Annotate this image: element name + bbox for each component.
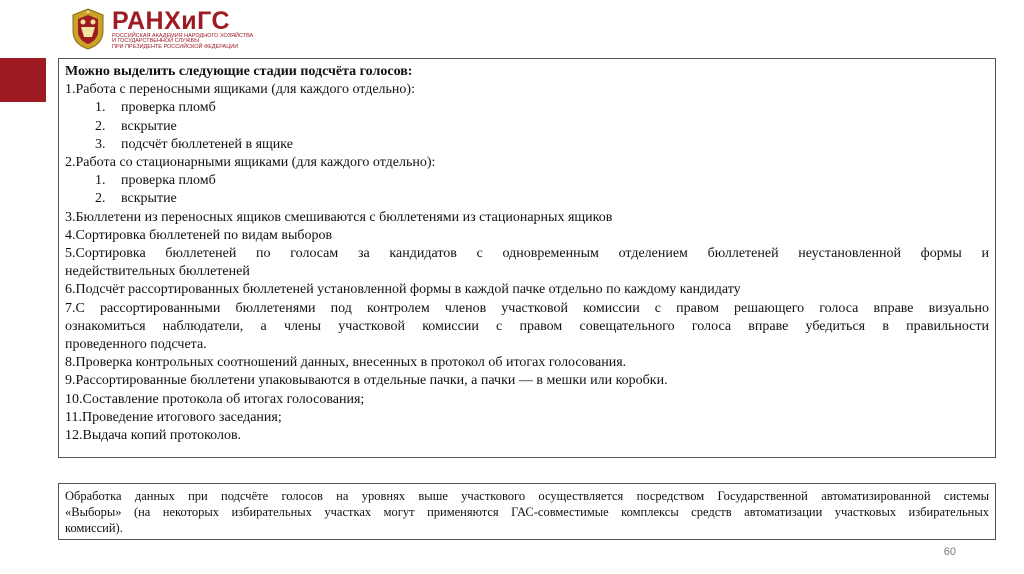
vote-counting-stages-box xyxy=(58,58,996,458)
list-number: 3. xyxy=(95,136,106,152)
stage-6: 6.Подсчёт рассортированных бюллетеней установленной формы в каждой пачке отдельно по каждому кандидату xyxy=(65,282,741,298)
stage-3: 3.Бюллетени из переносных ящиков смешиваются с бюллетенями из стационарных ящиков xyxy=(65,209,613,225)
stage-1-item xyxy=(65,136,989,154)
brand-subtitle-2: И ГОСУДАРСТВЕННОЙ СЛУЖБЫ xyxy=(112,38,200,45)
list-number: 1. xyxy=(95,100,106,116)
list-text: вскрытие xyxy=(121,191,177,207)
list-text: подсчёт бюллетеней в ящике xyxy=(121,136,293,152)
stage-7-line-3: проведенного подсчета. xyxy=(65,337,207,353)
stage-2-item xyxy=(65,172,989,190)
list-number: 1. xyxy=(95,173,106,189)
double-headed-eagle-icon xyxy=(70,7,106,51)
note-line-2: «Выборы» (на некоторых избирательных участках могут применяются ГАС-совместимые комплексы средств автоматизации участковых избирательных xyxy=(65,505,989,520)
list-number: 2. xyxy=(95,118,106,134)
stage-7-line-2: ознакомиться наблюдатели, а члены участковой комиссии с правом совещательного голоса вправе убедиться в правильности xyxy=(65,318,989,334)
stage-1-title: 1.Работа с переносными ящиками (для каждого отдельно): xyxy=(65,82,415,98)
brand-subtitle-1: РОССИЙСКАЯ АКАДЕМИЯ НАРОДНОГО ХОЗЯЙСТВА xyxy=(112,32,254,39)
stage-2-title: 2.Работа со стационарными ящиками (для каждого отдельно): xyxy=(65,155,436,171)
list-text: вскрытие xyxy=(121,118,177,134)
stages-heading: Можно выделить следующие стадии подсчёта голосов: xyxy=(65,64,413,79)
stage-7-line-1: 7.С рассортированными бюллетенями под контролем членов участковой комиссии с правом решающего голоса вправе визуально xyxy=(65,300,989,316)
brand-name: РАНХиГС xyxy=(112,6,231,35)
list-text: проверка пломб xyxy=(121,100,216,116)
stage-9: 9.Рассортированные бюллетени упаковываются в отдельные пачки, а пачки — в мешки или коробки. xyxy=(65,373,668,389)
stage-1-item xyxy=(65,99,989,117)
stage-8: 8.Проверка контрольных соотношений данных, внесенных в протокол об итогах голосования. xyxy=(65,355,627,371)
stage-4: 4.Сортировка бюллетеней по видам выборов xyxy=(65,227,333,243)
stage-2-item xyxy=(65,190,989,208)
stage-11: 11.Проведение итогового заседания; xyxy=(65,409,282,425)
ranepa-logo xyxy=(70,6,253,52)
brand-subtitle-3: ПРИ ПРЕЗИДЕНТЕ РОССИЙСКОЙ ФЕДЕРАЦИИ xyxy=(112,43,239,50)
list-number: 2. xyxy=(95,191,106,207)
stage-1-item xyxy=(65,118,989,136)
page-number: 60 xyxy=(943,546,956,558)
list-text: проверка пломб xyxy=(121,173,216,189)
accent-bar xyxy=(0,58,46,102)
note-line-1: Обработка данных при подсчёте голосов на уровнях выше участкового осуществляется посредством Государственной автоматизированной системы xyxy=(65,489,989,503)
stage-12: 12.Выдача копий протоколов. xyxy=(65,428,242,444)
gas-vybory-note xyxy=(58,483,996,540)
note-line-3: комиссий). xyxy=(65,521,123,536)
stage-10: 10.Составление протокола об итогах голосования; xyxy=(65,391,365,407)
stage-5-line-1: 5.Сортировка бюллетеней по голосам за кандидатов с одновременным отделением бюллетеней неустановленной формы и xyxy=(65,246,989,262)
stage-5-line-2: недействительных бюллетеней xyxy=(65,264,250,280)
